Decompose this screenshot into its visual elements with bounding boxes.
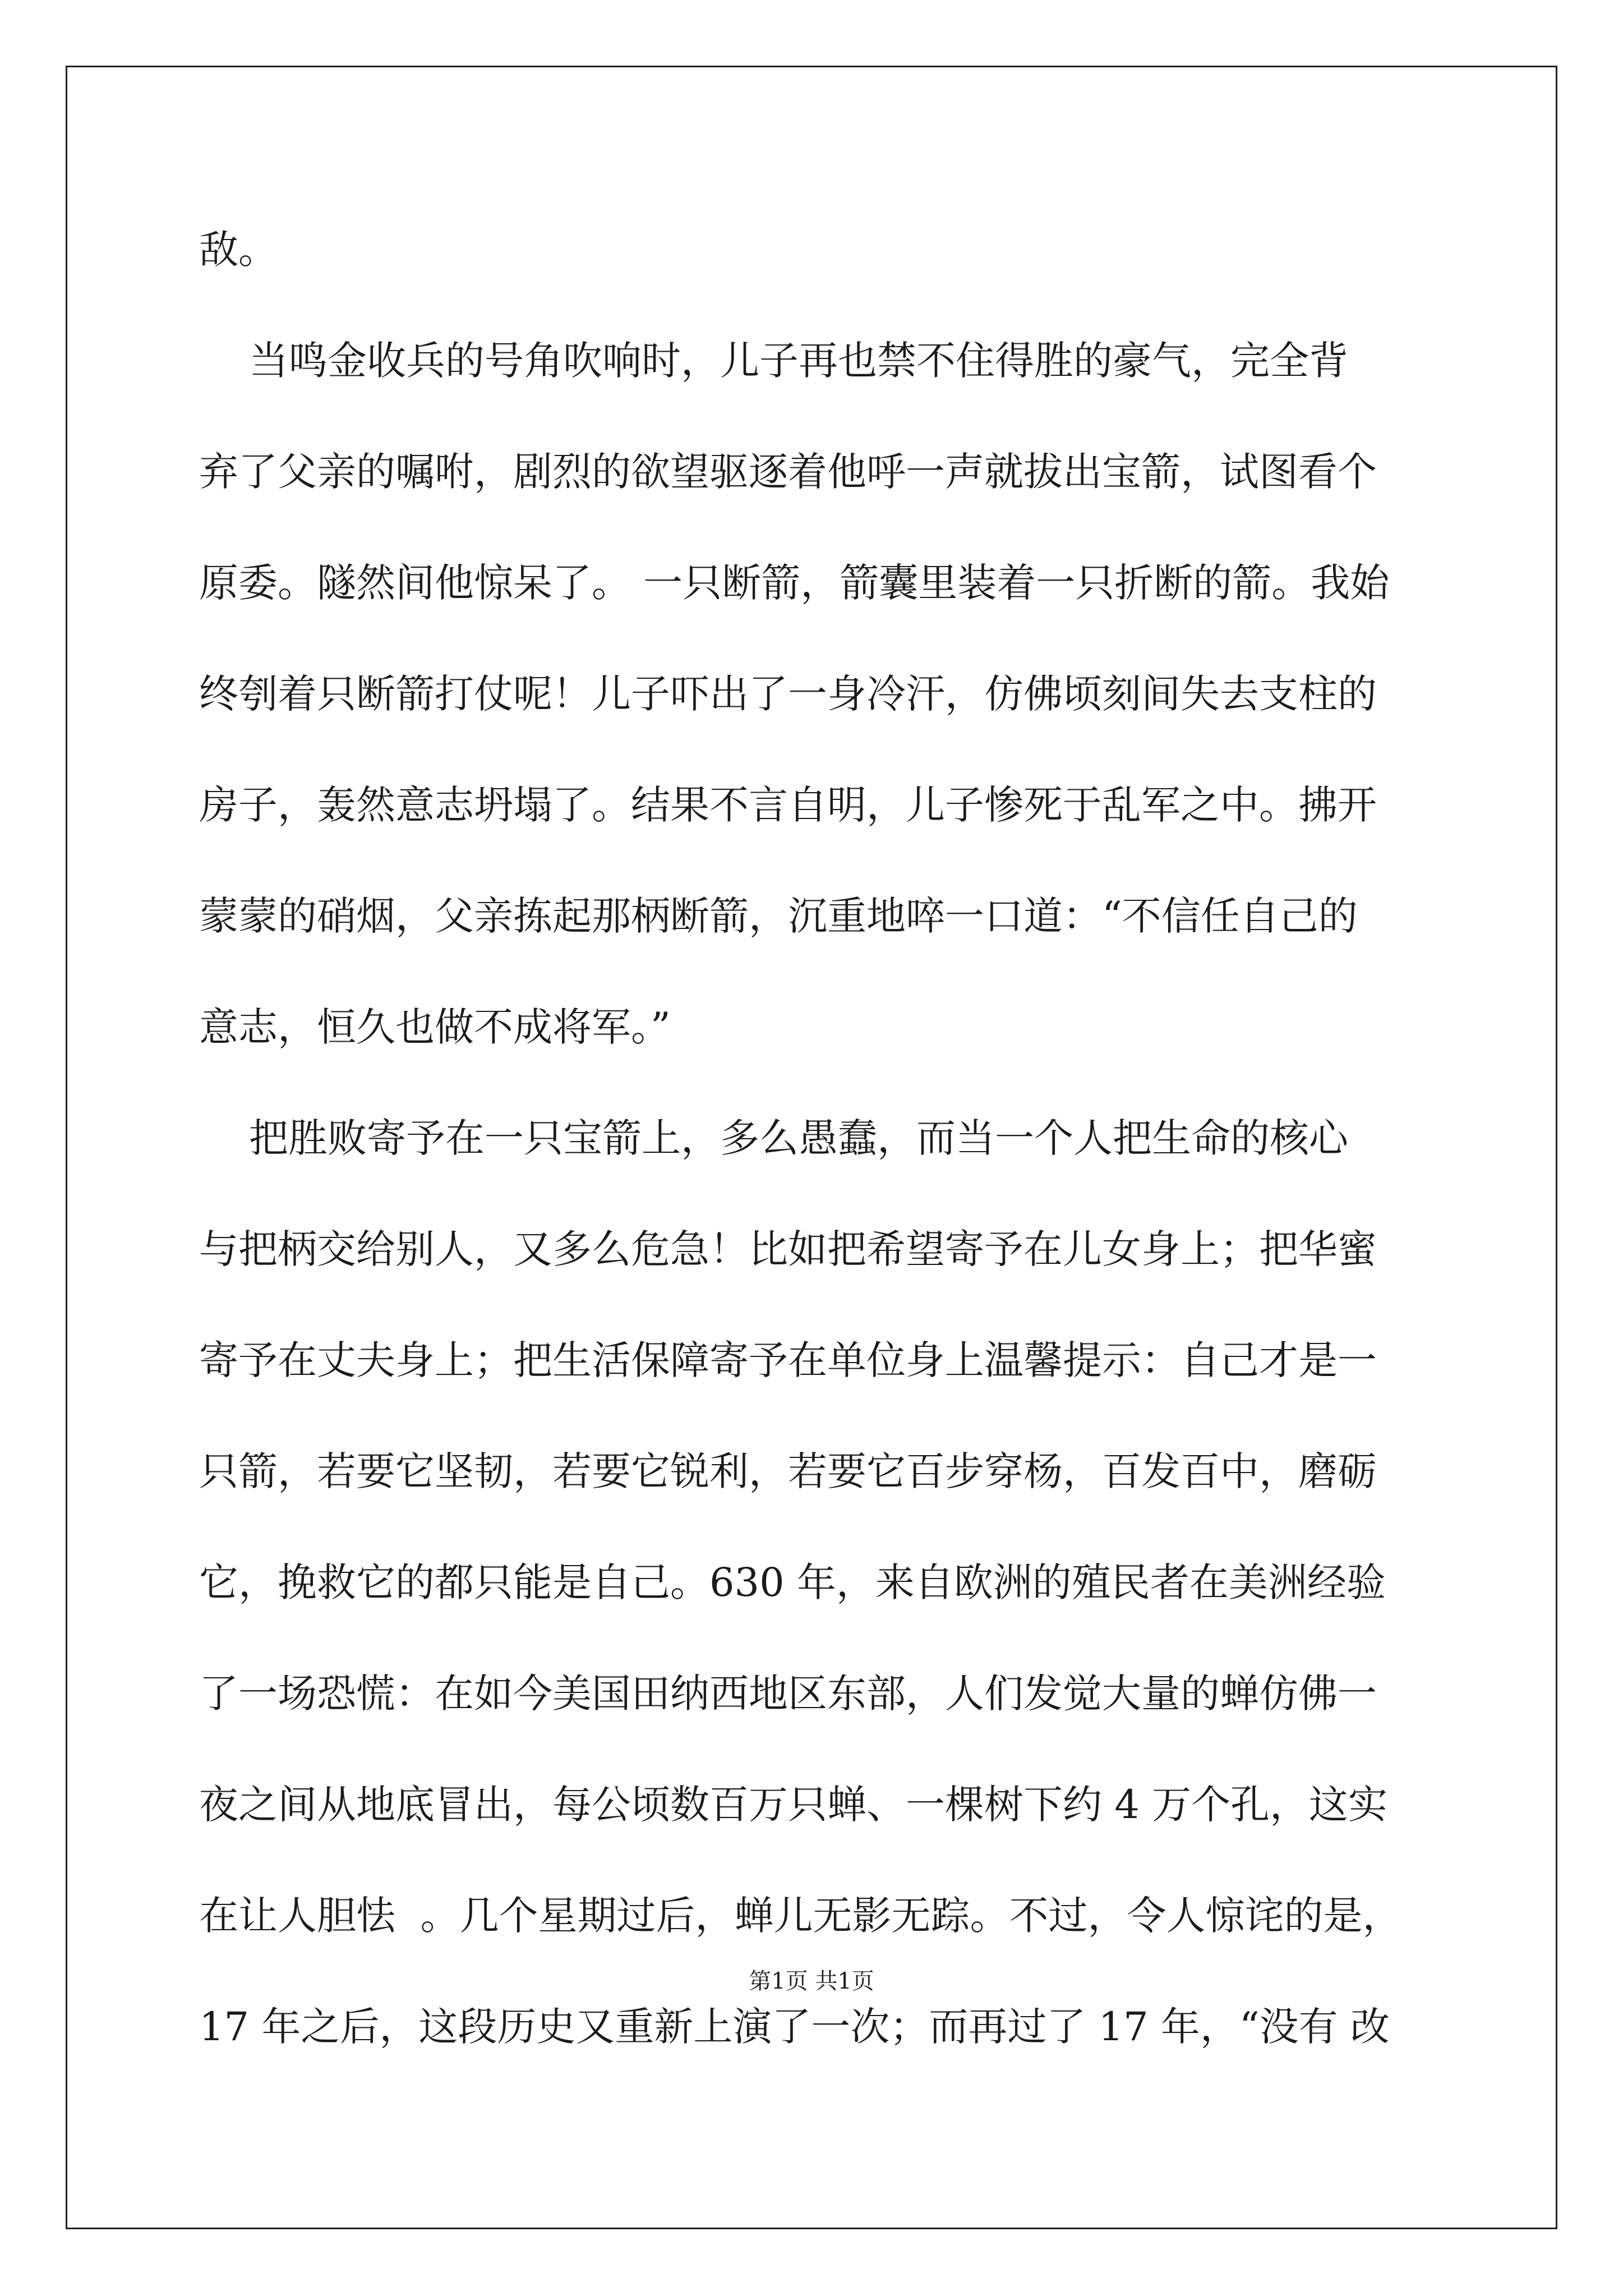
page-footer: 第1页 共1页 [749,1968,874,1994]
text-line: 终刳着只断箭打仗呢！儿子吓出了一身冷汗，仿佛顷刻间失去支柱的 [199,671,1377,717]
text-line: 了一场恐慌：在如今美国田纳西地区东部，人们发觉大量的蝉仿佛一 [199,1671,1377,1717]
text-line: 弃了父亲的嘱咐，剧烈的欲望驱逐着他呼一声就拔出宝箭，试图看个 [199,449,1377,495]
text-line: 原委。隧然间他惊呆了。 一只断箭，箭囊里装着一只折断的箭。我始 [199,560,1390,606]
text-line: 夜之间从地底冒出，每公顷数百万只蝉、一棵树下约 4 万个孔，这实 [199,1782,1388,1828]
text-line: 把胜败寄予在一只宝箭上，多么愚蠢，而当一个人把生命的核心 [199,1115,1349,1161]
text-line: 17 年之后，这段历史又重新上演了一次；而再过了 17 年，“没有 改 [199,2004,1390,2050]
text-line: 敌。 [199,227,278,273]
text-line: 只箭，若要它坚韧，若要它锐利，若要它百步穿杨，百发百中，磨砺 [199,1448,1377,1494]
text-line: 与把柄交给别人，又多么危急！比如把希望寄予在儿女身上；把华蜜 [199,1226,1377,1272]
text-line: 房子，轰然意志坍塌了。结果不言自明，儿子惨死于乱军之中。拂开 [199,782,1377,828]
text-line: 在让人胆怯 。几个星期过后，蝉儿无影无踪。不过，令人惊诧的是， [199,1893,1402,1939]
text-line: 寄予在丈夫身上；把生活保障寄予在单位身上温馨提示：自己才是一 [199,1337,1377,1383]
text-line: 当鸣金收兵的号角吹响时，儿子再也禁不住得胜的豪气，完全背 [199,338,1349,384]
document-body [199,223,1427,2111]
text-line: 意志，恒久也做不成将军。” [199,1004,671,1050]
text-line: 蒙蒙的硝烟，父亲拣起那柄断箭，沉重地啐一口道：“不信任自己的 [199,893,1358,939]
text-line: 它，挽救它的都只能是自己。630 年，来自欧洲的殖民者在美洲经验 [199,1559,1386,1605]
